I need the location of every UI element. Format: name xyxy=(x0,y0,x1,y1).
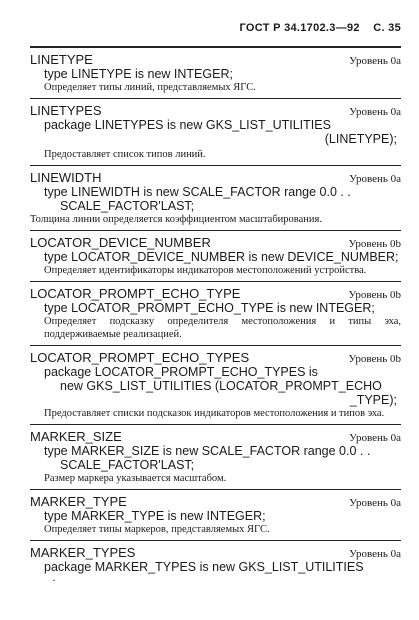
entry-declaration-continued: new GKS_LIST_UTILITIES (LOCATOR_PROMPT_ECHO xyxy=(60,379,382,393)
entry-description: Предоставляет списки подсказок индикаторов местоположения и типов эха. xyxy=(44,408,385,419)
entry-level: Уровень 0a xyxy=(349,548,401,560)
entry-name: LINEWIDTH xyxy=(30,170,102,185)
document-body xyxy=(30,46,401,590)
entry-name: MARKER_TYPES xyxy=(30,545,136,560)
entry-description: Толщина линии определяется коэффициентом масштабирования. xyxy=(30,214,322,225)
entry-level: Уровень 0b xyxy=(348,238,401,250)
entry-declaration-continued: SCALE_FACTOR'LAST; xyxy=(60,458,195,472)
page-number: С. 35 xyxy=(373,22,401,34)
entry-name: MARKER_SIZE xyxy=(30,429,122,444)
entry-declaration-continued: SCALE_FACTOR'LAST; xyxy=(60,199,195,213)
entry-declaration: type LOCATOR_PROMPT_ECHO_TYPE is new INTEGER; xyxy=(44,301,375,315)
entry-name: LOCATOR_PROMPT_ECHO_TYPE xyxy=(30,286,241,301)
entry-locator-prompt-echo-types xyxy=(30,345,401,424)
entry-declaration: type MARKER_TYPE is new INTEGER; xyxy=(44,509,266,523)
entry-linewidth xyxy=(30,165,401,230)
entry-name: MARKER_TYPE xyxy=(30,494,127,509)
entry-level: Уровень 0a xyxy=(349,173,401,185)
entry-declaration: package LOCATOR_PROMPT_ECHO_TYPES is xyxy=(44,365,318,379)
entry-level: Уровень 0a xyxy=(349,106,401,118)
entry-declaration: type LOCATOR_DEVICE_NUMBER is new DEVICE_NUMBER; xyxy=(44,250,399,264)
entry-marker-type xyxy=(30,489,401,540)
standard-number: ГОСТ Р 34.1702.3—92 xyxy=(239,22,360,34)
entry-locator-device-number xyxy=(30,230,401,281)
entry-description: Размер маркера указывается масштабом. xyxy=(44,473,227,484)
entry-level: Уровень 0a xyxy=(349,497,401,509)
entry-description: Определяет подсказку определителя местоположения и типы эха, поддерживаемые реализацией. xyxy=(44,316,401,340)
entry-declaration: type LINETYPE is new INTEGER; xyxy=(44,67,233,81)
entry-declaration-continued: (LINETYPE); xyxy=(324,132,397,146)
entry-marker-size xyxy=(30,424,401,489)
entry-locator-prompt-echo-type xyxy=(30,281,401,345)
entry-name: LINETYPES xyxy=(30,103,102,118)
entry-name: LINETYPE xyxy=(30,52,93,67)
entry-linetypes xyxy=(30,98,401,165)
entry-declaration: type MARKER_SIZE is new SCALE_FACTOR range 0.0 . . xyxy=(44,444,371,458)
entry-level: Уровень 0a xyxy=(349,432,401,444)
trailing-dot: · xyxy=(52,573,56,587)
entry-level: Уровень 0b xyxy=(348,353,401,365)
entry-linetype xyxy=(30,46,401,98)
entry-declaration: package LINETYPES is new GKS_LIST_UTILITIES xyxy=(44,118,331,132)
entry-declaration-end: _TYPE); xyxy=(349,393,397,407)
entry-name: LOCATOR_DEVICE_NUMBER xyxy=(30,235,211,250)
entry-description: Предоставляет список типов линий. xyxy=(44,149,206,160)
entry-description: Определяет типы маркеров, представляемых ЯГС. xyxy=(44,524,270,535)
entry-description: Определяет идентификаторы индикаторов местоположений устройства. xyxy=(44,265,367,276)
entry-declaration: package MARKER_TYPES is new GKS_LIST_UTILITIES xyxy=(44,560,364,574)
entry-description: Определяет типы линий, представляемых ЯГС. xyxy=(44,82,256,93)
entry-marker-types xyxy=(30,540,401,590)
entry-name: LOCATOR_PROMPT_ECHO_TYPES xyxy=(30,350,250,365)
entry-level: Уровень 0b xyxy=(348,289,401,301)
page-header xyxy=(239,22,401,34)
entry-declaration: type LINEWIDTH is new SCALE_FACTOR range 0.0 . . xyxy=(44,185,351,199)
entry-level: Уровень 0a xyxy=(349,55,401,67)
